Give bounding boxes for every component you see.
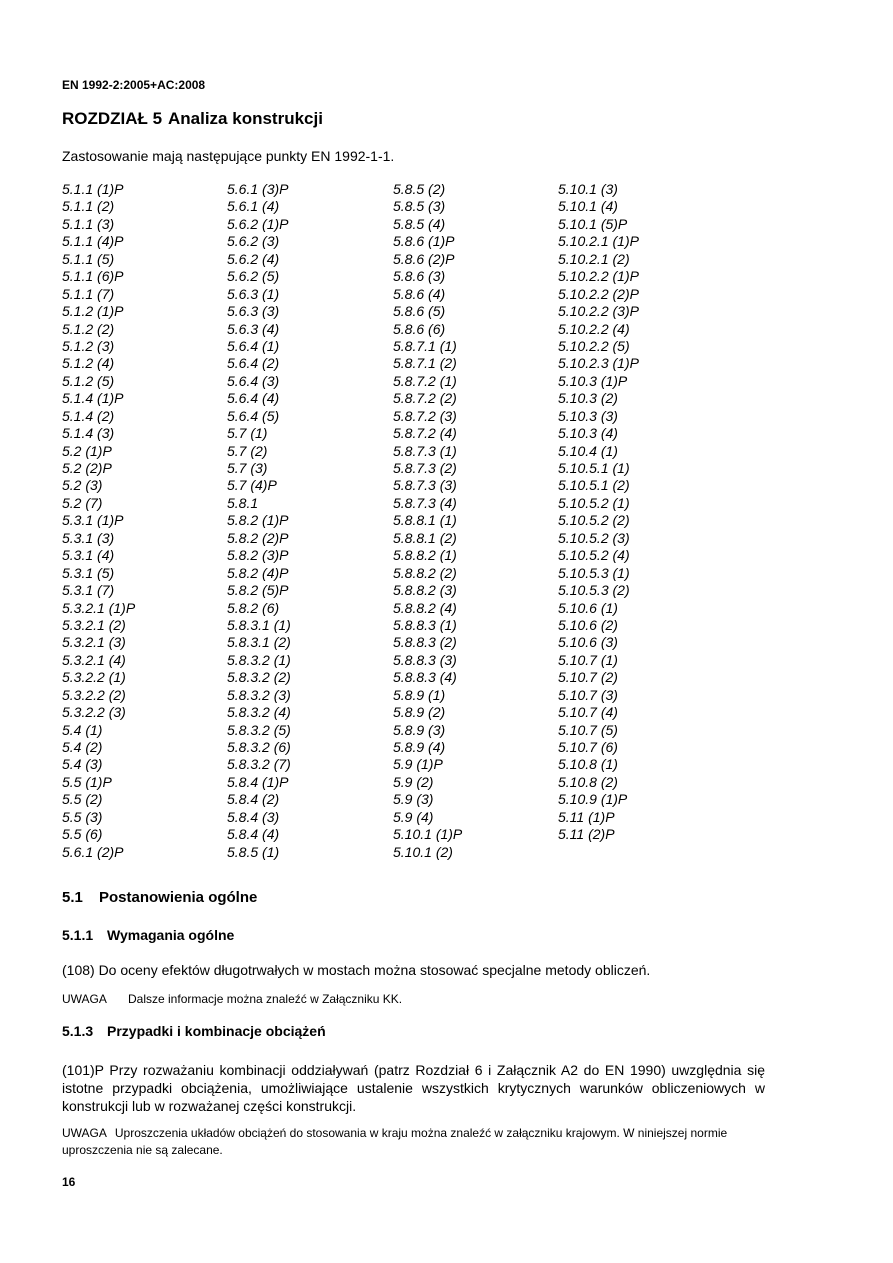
- clause-ref: 5.10.1 (4): [558, 198, 618, 215]
- section-number: 5.1: [62, 889, 83, 906]
- clause-ref: 5.10.1 (3): [558, 181, 618, 197]
- clause-ref: 5.10.2.2 (1)P: [558, 268, 639, 285]
- paragraph-108: (108) Do oceny efektów długotrwałych w mostach można stosować specjalne metody obliczeń.: [62, 962, 651, 978]
- clause-ref: 5.1.1 (1)P: [62, 181, 124, 197]
- clause-ref: 5.8.4 (1)P: [227, 773, 289, 790]
- clause-ref: 5.7 (3): [227, 460, 268, 476]
- clause-ref: 5.7 (2): [227, 442, 268, 459]
- clause-ref: 5.6.2 (4): [227, 250, 280, 267]
- clause-ref: 5.8.7.1 (1): [393, 337, 457, 354]
- clause-ref: 5.8.3.2 (2): [227, 669, 291, 686]
- clause-ref: 5.6.2 (5): [227, 268, 280, 285]
- clause-ref: 5.2 (3): [62, 477, 103, 494]
- clause-ref: 5.8.6 (1)P: [393, 233, 455, 250]
- intro-text: Zastosowanie mają następujące punkty EN 1992-1-1.: [62, 148, 395, 164]
- clause-ref: 5.8.9 (1): [393, 686, 446, 703]
- clause-ref: 5.5 (3): [62, 808, 103, 825]
- clause-ref: 5.8.8.2 (3): [393, 582, 457, 599]
- clause-ref: 5.8.6 (6): [393, 320, 446, 337]
- clause-ref: 5.8.7.2 (2): [393, 390, 457, 407]
- clause-ref: 5.8.7.3 (4): [393, 494, 457, 511]
- note-text: Uproszczenia układów obciążeń do stosowania w kraju można znaleźć w załączniku krajowym. W niniejszej normie uproszczenia nie są zalecane.: [62, 1126, 728, 1157]
- chapter-number: ROZDZIAŁ 5: [62, 109, 163, 128]
- clause-ref: 5.8.4 (4): [227, 826, 280, 843]
- section-number: 5.1.3: [62, 1023, 94, 1039]
- clause-ref: 5.4 (3): [62, 756, 103, 773]
- clause-ref: 5.10.6 (1): [558, 599, 618, 616]
- clause-ref: 5.6.3 (4): [227, 320, 280, 337]
- clause-ref: 5.1.1 (3): [62, 215, 115, 232]
- clause-ref: 5.8.7.2 (3): [393, 407, 457, 424]
- clause-ref: 5.1.1 (4)P: [62, 233, 124, 250]
- clause-ref: 5.1.4 (2): [62, 407, 115, 424]
- clause-ref: 5.10.7 (1): [558, 651, 618, 668]
- clause-ref: 5.7 (4)P: [227, 477, 277, 494]
- clause-ref: 5.2 (1)P: [62, 442, 112, 459]
- clause-ref: 5.1.1 (7): [62, 285, 115, 302]
- clause-ref: 5.3.1 (1)P: [62, 512, 124, 529]
- clause-ref: 5.10.3 (2): [558, 390, 618, 407]
- clause-ref: 5.3.1 (5): [62, 564, 115, 581]
- clause-ref: 5.8.3.2 (3): [227, 686, 291, 703]
- clause-ref: 5.10.6 (2): [558, 616, 618, 633]
- clause-ref: 5.8.8.1 (1): [393, 512, 457, 529]
- clause-ref: 5.3.2.2 (2): [62, 686, 126, 703]
- clause-ref: 5.8.7.3 (2): [393, 460, 457, 476]
- clause-ref: 5.8.2 (3)P: [227, 547, 289, 564]
- clause-ref: 5.8.8.2 (1): [393, 547, 457, 564]
- clause-column-2: [227, 181, 291, 861]
- clause-ref: 5.8.3.1 (1): [227, 616, 291, 633]
- clause-ref: 5.3.1 (7): [62, 582, 115, 599]
- page-number: 16: [62, 1175, 76, 1189]
- clause-ref: 5.10.5.1 (1): [558, 460, 630, 476]
- clause-ref: 5.3.2.1 (1)P: [62, 599, 136, 616]
- clause-ref: 5.8.4 (3): [227, 808, 280, 825]
- clause-ref: 5.4 (2): [62, 739, 103, 755]
- clause-ref: 5.10.5.3 (2): [558, 582, 630, 599]
- clause-ref: 5.11 (2)P: [558, 826, 615, 843]
- clause-ref: 5.10.3 (3): [558, 407, 618, 424]
- clause-ref: 5.8.3.2 (1): [227, 651, 291, 668]
- clause-ref: 5.8.2 (5)P: [227, 582, 289, 599]
- clause-ref: 5.3.2.1 (3): [62, 634, 126, 651]
- clause-ref: 5.10.6 (3): [558, 634, 618, 651]
- clause-ref: 5.5 (2): [62, 791, 103, 808]
- clause-ref: 5.8.3.2 (5): [227, 721, 291, 738]
- clause-ref: 5.1.2 (1)P: [62, 303, 124, 320]
- clause-ref: 5.8.5 (1): [227, 843, 280, 860]
- clause-ref: 5.10.3 (1)P: [558, 372, 628, 389]
- clause-ref: 5.6.2 (1)P: [227, 215, 289, 232]
- clause-ref: 5.10.7 (5): [558, 721, 618, 738]
- clause-ref: 5.1.4 (1)P: [62, 390, 124, 407]
- chapter-title: [62, 109, 323, 129]
- clause-ref: 5.10.5.3 (1): [558, 564, 630, 581]
- clause-ref: 5.8.9 (2): [393, 704, 446, 721]
- clause-column-1: [62, 181, 135, 861]
- clause-ref: 5.10.4 (1): [558, 442, 618, 459]
- clause-ref: 5.2 (2)P: [62, 460, 112, 476]
- clause-ref: 5.8.2 (1)P: [227, 512, 289, 529]
- clause-ref: 5.10.2.2 (5): [558, 337, 630, 354]
- note-text: Dalsze informacje można znaleźć w Załączniku KK.: [128, 992, 403, 1006]
- clause-ref: 5.1.2 (5): [62, 372, 115, 389]
- clause-ref: 5.8.8.3 (4): [393, 669, 457, 686]
- paragraph-101P: (101)P Przy rozważaniu kombinacji oddziaływań (patrz Rozdział 6 i Załącznik A2 do EN 1990) uwzględnia się istotne przypadki obciążenia, umożliwiające ustalenie wszystkich krytycznych warunków obliczeniowych w konstrukcji lub w rozważanej części konstrukcji.: [62, 1062, 765, 1114]
- clause-ref: 5.8.6 (5): [393, 303, 446, 320]
- clause-ref: 5.6.4 (1): [227, 337, 280, 354]
- clause-ref: 5.1.2 (2): [62, 320, 115, 337]
- clause-ref: 5.3.1 (3): [62, 529, 115, 546]
- clause-ref: 5.6.1 (4): [227, 198, 280, 215]
- clause-ref: 5.8.4 (2): [227, 791, 280, 808]
- note-label: UWAGA: [62, 1126, 107, 1140]
- clause-ref: 5.6.1 (2)P: [62, 843, 124, 860]
- clause-ref: 5.10.7 (3): [558, 686, 618, 703]
- clause-ref: 5.2 (7): [62, 494, 103, 511]
- clause-ref: 5.9 (4): [393, 808, 434, 825]
- clause-ref: 5.10.1 (1)P: [393, 826, 463, 843]
- clause-ref: 5.9 (2): [393, 773, 434, 790]
- section-title: Wymagania ogólne: [107, 927, 235, 943]
- section-title: Postanowienia ogólne: [99, 889, 258, 906]
- section-heading-5-1: [62, 889, 257, 906]
- clause-ref: 5.8.2 (2)P: [227, 529, 289, 546]
- clause-ref: 5.10.5.2 (4): [558, 547, 630, 564]
- clause-ref: 5.6.4 (4): [227, 390, 280, 407]
- clause-ref: 5.10.7 (4): [558, 704, 618, 721]
- clause-ref: 5.8.2 (4)P: [227, 564, 289, 581]
- clause-ref: 5.3.2.1 (2): [62, 616, 126, 633]
- clause-column-3: [393, 181, 462, 861]
- clause-ref: 5.10.1 (2): [393, 843, 453, 860]
- section-number: 5.1.1: [62, 927, 94, 943]
- clause-ref: 5.8.5 (2): [393, 181, 446, 197]
- clause-ref: 5.8.3.2 (6): [227, 739, 291, 755]
- note-5-1-1: [62, 991, 765, 1008]
- clause-ref: 5.10.5.2 (1): [558, 494, 630, 511]
- clause-ref: 5.6.3 (1): [227, 285, 280, 302]
- clause-ref: 5.8.3.2 (4): [227, 704, 291, 721]
- clause-ref: 5.1.1 (2): [62, 198, 115, 215]
- clause-ref: 5.10.1 (5)P: [558, 215, 628, 232]
- clause-ref: 5.10.8 (2): [558, 773, 618, 790]
- clause-ref: 5.10.5.2 (3): [558, 529, 630, 546]
- clause-ref: 5.10.2.1 (1)P: [558, 233, 639, 250]
- clause-ref: 5.8.7.2 (1): [393, 372, 457, 389]
- chapter-name: Analiza konstrukcji: [168, 109, 323, 128]
- clause-ref: 5.10.2.1 (2): [558, 250, 630, 267]
- section-title: Przypadki i kombinacje obciążeń: [107, 1023, 326, 1039]
- clause-ref: 5.7 (1): [227, 425, 268, 442]
- clause-ref: 5.5 (1)P: [62, 773, 112, 790]
- clause-ref: 5.8.3.2 (7): [227, 756, 291, 773]
- clause-ref: 5.8.6 (4): [393, 285, 446, 302]
- clause-ref: 5.8.7.2 (4): [393, 425, 457, 442]
- clause-ref: 5.8.7.3 (3): [393, 477, 457, 494]
- clause-ref: 5.9 (1)P: [393, 756, 443, 773]
- clause-ref: 5.8.5 (3): [393, 198, 446, 215]
- clause-ref: 5.6.3 (3): [227, 303, 280, 320]
- clause-ref: 5.8.1: [227, 494, 259, 511]
- clause-ref: 5.8.8.3 (1): [393, 616, 457, 633]
- clause-ref: 5.3.2.2 (1): [62, 669, 126, 686]
- clause-ref: 5.8.8.3 (3): [393, 651, 457, 668]
- clause-ref: 5.9 (3): [393, 791, 434, 808]
- clause-ref: 5.1.2 (3): [62, 337, 115, 354]
- clause-ref: 5.10.5.2 (2): [558, 512, 630, 529]
- clause-ref: 5.10.2.2 (2)P: [558, 285, 639, 302]
- clause-ref: 5.10.9 (1)P: [558, 791, 628, 808]
- clause-ref: 5.10.7 (2): [558, 669, 618, 686]
- clause-ref: 5.1.2 (4): [62, 355, 115, 372]
- clause-ref: 5.10.2.2 (4): [558, 320, 630, 337]
- clause-ref: 5.3.2.1 (4): [62, 651, 126, 668]
- clause-ref: 5.1.4 (3): [62, 425, 115, 442]
- clause-ref: 5.8.8.1 (2): [393, 529, 457, 546]
- clause-ref: 5.8.9 (3): [393, 721, 446, 738]
- section-heading-5-1-3: [62, 1023, 326, 1039]
- clause-ref: 5.5 (6): [62, 826, 103, 843]
- clause-ref: 5.8.7.3 (1): [393, 442, 457, 459]
- clause-ref: 5.6.4 (2): [227, 355, 280, 372]
- clause-ref: 5.4 (1): [62, 721, 103, 738]
- clause-ref: 5.8.6 (2)P: [393, 250, 455, 267]
- clause-ref: 5.8.9 (4): [393, 739, 446, 755]
- clause-column-4: [558, 181, 639, 844]
- clause-ref: 5.3.1 (4): [62, 547, 115, 564]
- clause-ref: 5.8.5 (4): [393, 215, 446, 232]
- clause-ref: 5.1.1 (5): [62, 250, 115, 267]
- clause-ref: 5.10.2.2 (3)P: [558, 303, 639, 320]
- clause-ref: 5.8.6 (3): [393, 268, 446, 285]
- clause-ref: 5.1.1 (6)P: [62, 268, 124, 285]
- document-header: EN 1992-2:2005+AC:2008: [62, 78, 206, 92]
- clause-ref: 5.8.2 (6): [227, 599, 280, 616]
- note-label: UWAGA: [62, 992, 107, 1006]
- clause-ref: 5.8.8.3 (2): [393, 634, 457, 651]
- clause-ref: 5.6.4 (3): [227, 372, 280, 389]
- clause-ref: 5.6.2 (3): [227, 233, 280, 250]
- clause-ref: 5.8.8.2 (2): [393, 564, 457, 581]
- note-5-1-3: [62, 1125, 765, 1159]
- clause-ref: 5.10.8 (1): [558, 756, 618, 773]
- clause-ref: 5.3.2.2 (3): [62, 704, 126, 721]
- clause-ref: 5.8.3.1 (2): [227, 634, 291, 651]
- clause-ref: 5.10.3 (4): [558, 425, 618, 442]
- clause-ref: 5.11 (1)P: [558, 808, 615, 825]
- clause-ref: 5.10.7 (6): [558, 739, 618, 755]
- clause-ref: 5.8.7.1 (2): [393, 355, 457, 372]
- clause-ref: 5.6.1 (3)P: [227, 181, 289, 197]
- clause-ref: 5.6.4 (5): [227, 407, 280, 424]
- clause-ref: 5.10.5.1 (2): [558, 477, 630, 494]
- clause-ref: 5.10.2.3 (1)P: [558, 355, 639, 372]
- clause-ref: 5.8.8.2 (4): [393, 599, 457, 616]
- section-heading-5-1-1: [62, 927, 234, 943]
